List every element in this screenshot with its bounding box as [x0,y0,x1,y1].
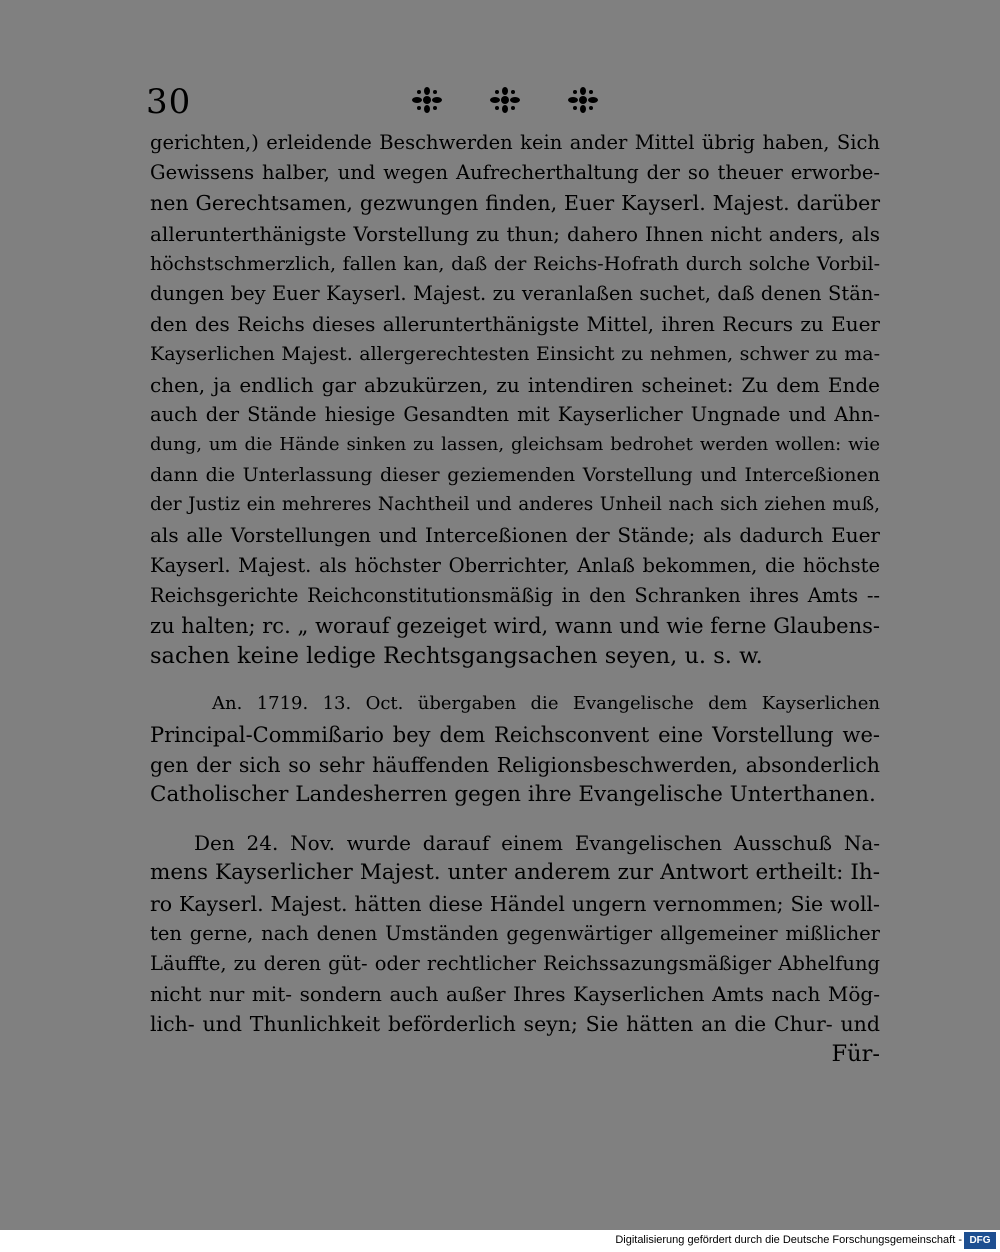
body-text [150,128,880,1070]
paragraph-1 [150,128,880,671]
dfg-logo-icon: DFG [964,1232,996,1249]
text-line: chen, ja endlich gar abzukürzen, zu intendiren scheinet: Zu dem Ende [150,372,880,397]
text-line: dungen bey Euer Kayserl. Majest. zu veranlaßen suchet, daß denen Stän- [150,281,880,305]
text-line: Reichsgerichte Reichconstitutionsmäßig in den Schranken ihres Amts -- [150,583,880,607]
text-line: zu halten; rc. „ worauf gezeiget wird, wann und wie ferne Glaubens- [150,614,880,638]
paragraph-2 [150,689,880,810]
text-line: sachen keine ledige Rechtsgangsachen seyen, u. s. w. [150,643,763,670]
text-line: ro Kayserl. Majest. hätten diese Händel ungern vernommen; Sie woll- [150,891,880,916]
footer-bar [0,1230,1000,1252]
text-line: An. 1719. 13. Oct. übergaben die Evangelische dem Kayserlichen [212,693,880,715]
text-line: der Justiz ein mehreres Nachtheil und anderes Unheil nach sich ziehen muß, [150,494,880,516]
text-line: Läuffte, zu deren güt- oder rechtlicher Reichssazungsmäßiger Abhelfung [150,951,880,975]
text-line: Principal-Commißario bey dem Reichsconvent eine Vorstellung we- [150,722,880,747]
text-line: Den 24. Nov. wurde darauf einem Evangelischen Ausschuß Na- [194,831,880,856]
catchword: Für- [831,1041,880,1068]
text-line: Catholischer Landesherren gegen ihre Evangelische Unterthanen. [150,781,876,807]
text-line: gen der sich so sehr häuffenden Religionsbeschwerden, absonderlich [150,752,880,777]
fleuron-ornament-icon [410,85,444,115]
text-line: dann die Unterlassung dieser geziemenden Vorstellung und Interceßionen [150,464,880,487]
text-line: nicht nur mit- sondern auch außer Ihres Kayserlichen Amts nach Mög- [150,982,880,1007]
fleuron-ornament-icon [488,85,522,115]
text-line: nen Gerechtsamen, gezwungen finden, Euer Kayserl. Majest. darüber [150,191,880,216]
text-line: höchstschmerzlich, fallen kan, daß der Reichs-Hofrath durch solche Vorbil- [150,252,880,275]
funding-notice: Digitalisierung gefördert durch die Deutsche Forschungsgemeinschaft - [615,1234,962,1246]
fleuron-ornament-icon [566,85,600,115]
text-line: auch der Stände hiesige Gesandten mit Kayserlicher Ungnade und Ahn- [150,402,880,426]
ornament-row [410,82,600,118]
text-line: Kayserlichen Majest. allergerechtesten Einsicht zu nehmen, schwer zu ma- [150,343,880,366]
text-line: lich- und Thunlichkeit beförderlich seyn; Sie hätten an die Chur- und [150,1012,880,1037]
text-line: gerichten,) erleidende Beschwerden kein ander Mittel übrig haben, Sich [150,131,880,154]
text-line: ten gerne, nach denen Umständen gegenwärtiger allgemeiner mißlicher [150,921,880,945]
text-line: als alle Vorstellungen und Interceßionen der Stände; als dadurch Euer [150,523,880,548]
text-line: dung, um die Hände sinken zu lassen, gleichsam bedrohet werden wollen: wie [150,433,880,455]
page-number: 30 [146,82,192,122]
text-line: Gewissens halber, und wegen Aufrecherthaltung der so theuer erworbe- [150,161,880,185]
text-line: den des Reichs dieses allerunterthänigste Mittel, ihren Recurs zu Euer [150,312,880,337]
text-line: Kayserl. Majest. als höchster Oberrichter, Anlaß bekommen, die höchste [150,553,880,577]
text-line: mens Kayserlicher Majest. unter anderem zur Antwort ertheilt: Ih- [150,860,880,886]
paragraph-3 [150,828,880,1070]
text-line: allerunterthänigste Vorstellung zu thun; dahero Ihnen nicht anders, als [150,221,880,246]
